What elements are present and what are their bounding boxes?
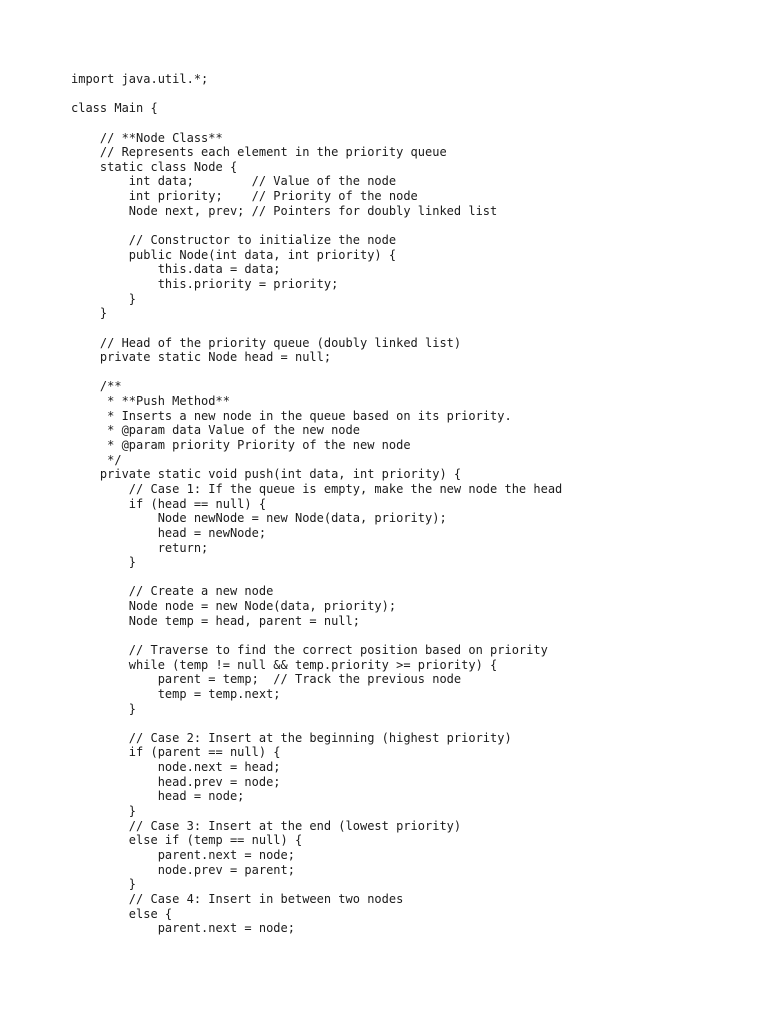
code-line: // Traverse to find the correct position based on priority: [71, 642, 548, 657]
code-line: import java.util.*;: [71, 72, 209, 86]
code-line: public Node(int data, int priority) {: [71, 247, 397, 262]
code-line: // Case 1: If the queue is empty, make the new node the head: [71, 481, 563, 496]
code-line: else {: [71, 906, 173, 921]
code-line: [71, 628, 562, 643]
code-line: }: [71, 555, 137, 570]
code-line: // Case 2: Insert at the beginning (highest priority): [71, 730, 512, 745]
code-line: }: [71, 701, 137, 716]
code-line: if (head == null) {: [71, 496, 267, 511]
code-line: while (temp != null && temp.priority >= priority) {: [71, 657, 498, 672]
code-listing: [71, 72, 562, 936]
code-line: if (parent == null) {: [71, 745, 281, 760]
code-line: parent.next = node;: [71, 921, 295, 936]
code-line: node.next = head;: [71, 760, 281, 775]
code-line: /**: [71, 379, 122, 394]
code-line: [71, 116, 562, 131]
code-line: [71, 570, 562, 585]
code-line: // Constructor to initialize the node: [71, 233, 397, 248]
code-line: * @param data Value of the new node: [71, 423, 360, 438]
code-line: }: [71, 291, 137, 306]
code-line: head = newNode;: [71, 525, 267, 540]
code-line: Node newNode = new Node(data, priority);: [71, 511, 447, 526]
code-line: // Case 4: Insert in between two nodes: [71, 891, 404, 906]
code-line: [71, 218, 562, 233]
code-line: }: [71, 877, 137, 892]
code-line: * Inserts a new node in the queue based on its priority.: [71, 408, 512, 423]
code-line: [71, 87, 562, 102]
code-line: this.data = data;: [71, 262, 281, 277]
code-line: parent = temp; // Track the previous node: [71, 672, 462, 687]
code-line: node.prev = parent;: [71, 862, 295, 877]
code-line: // Represents each element in the priority queue: [71, 145, 447, 160]
code-line: return;: [71, 540, 209, 555]
code-line: head.prev = node;: [71, 774, 281, 789]
code-line: private static void push(int data, int priority) {: [71, 467, 462, 482]
code-line: * **Push Method**: [71, 394, 230, 409]
code-line: [71, 321, 562, 336]
code-line: int priority; // Priority of the node: [71, 189, 418, 204]
code-line: parent.next = node;: [71, 847, 295, 862]
code-line: }: [71, 804, 137, 819]
code-line: Node node = new Node(data, priority);: [71, 599, 397, 614]
code-line: int data; // Value of the node: [71, 174, 397, 189]
code-line: // **Node Class**: [71, 130, 223, 145]
code-line: [71, 365, 562, 380]
code-line: [71, 716, 562, 731]
code-line: // Head of the priority queue (doubly linked list): [71, 335, 462, 350]
code-line: Node next, prev; // Pointers for doubly linked list: [71, 203, 498, 218]
code-line: static class Node {: [71, 159, 238, 174]
code-line: class Main {: [71, 101, 158, 116]
code-line: Node temp = head, parent = null;: [71, 613, 360, 628]
code-line: temp = temp.next;: [71, 686, 281, 701]
code-line: */: [71, 452, 122, 467]
code-line: head = node;: [71, 789, 245, 804]
code-line: this.priority = priority;: [71, 276, 339, 291]
code-line: // Create a new node: [71, 584, 274, 599]
code-line: // Case 3: Insert at the end (lowest priority): [71, 818, 462, 833]
code-line: private static Node head = null;: [71, 350, 332, 365]
code-line: else if (temp == null) {: [71, 833, 303, 848]
code-line: }: [71, 306, 108, 321]
code-line: * @param priority Priority of the new node: [71, 438, 411, 453]
